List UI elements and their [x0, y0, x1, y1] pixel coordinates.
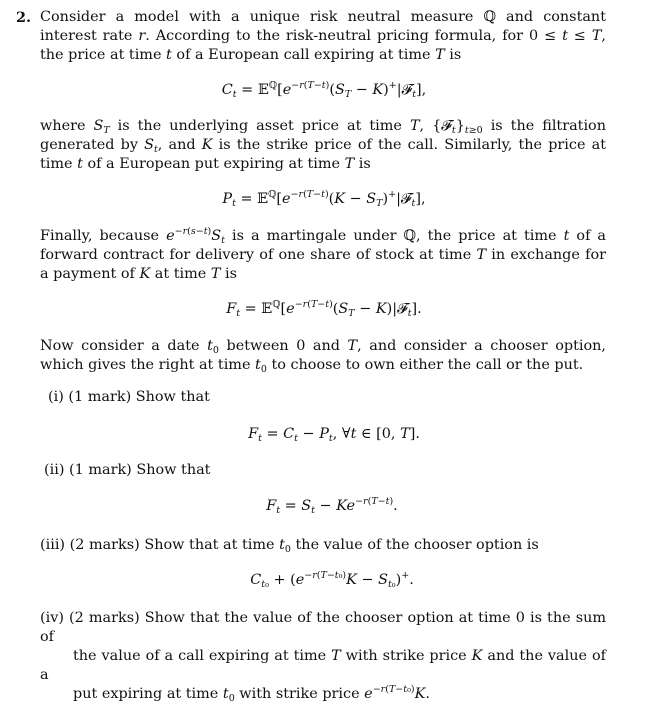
intro-paragraph: Consider a model with a unique risk neutral measure ℚ and constant interest rate r. According to the risk-neutral pricing formula, for 0 ≤ t ≤ T, the price at time t of a European call expiring at time T is [40, 9, 606, 63]
item-i-label: (i) (1 mark) Show that [48, 389, 210, 405]
item-iii-equation: $C_{t_0} + (e^{-r(T-t_0)}K - S_{t_0})^+$. [250, 570, 414, 590]
question-number: 2. [16, 9, 32, 26]
where-paragraph: where $S_T$ is the underlying asset price at time T, $\{𝓕_t\}_{t\ge 0}$ is the filtration generated by $S_t$, and K is the strike price of the call. Similarly, the price at time t of a European put expiring at time T is [40, 118, 606, 172]
forward-price-equation: $F_t$ = $𝔼^ℚ[e^{-r(T-t)}(S_T$ − K)|𝓕$_t$]. [226, 299, 422, 319]
item-ii-label: (ii) (1 mark) Show that [44, 462, 211, 478]
item-ii-equation: $F_t = S_t - Ke^{-r(T-t)}$. [266, 496, 398, 516]
item-iv-text: (iv) (2 marks) Show that the value of the chooser option at time 0 is the sum of the value of a call expiring at time T with strike price K and the value of a put expiring at time $t_0$ with strike price $e^{-r(T-t_0)}K$. [40, 610, 606, 704]
put-price-equation: $P_t$ = $𝔼^ℚ[e^{-r(T-t)}(K$ − $S_T)^+|𝓕_t$], [222, 189, 426, 209]
chooser-paragraph: Now consider a date $t_0$ between 0 and T, and consider a chooser option, which gives the right at time $t_0$ to choose to own either the call or the put. [40, 338, 606, 375]
finally-paragraph: Finally, because $e^{-r(s-t)}S_t$ is a martingale under ℚ, the price at time t of a forward contract for delivery of one share of stock at time T in exchange for a payment of K at time T is [40, 226, 607, 282]
call-price-equation: $C_t$ = $𝔼^ℚ[e^{-r(T-t)}(S_T$ − K)+|𝓕$_t$], [221, 80, 427, 100]
item-i-equation: $F_t = C_t - P_t$, ∀t ∈ [0, T]. [248, 426, 420, 444]
item-iii-label: (iii) (2 marks) Show that at time $t_0$ the value of the chooser option is [40, 537, 539, 555]
